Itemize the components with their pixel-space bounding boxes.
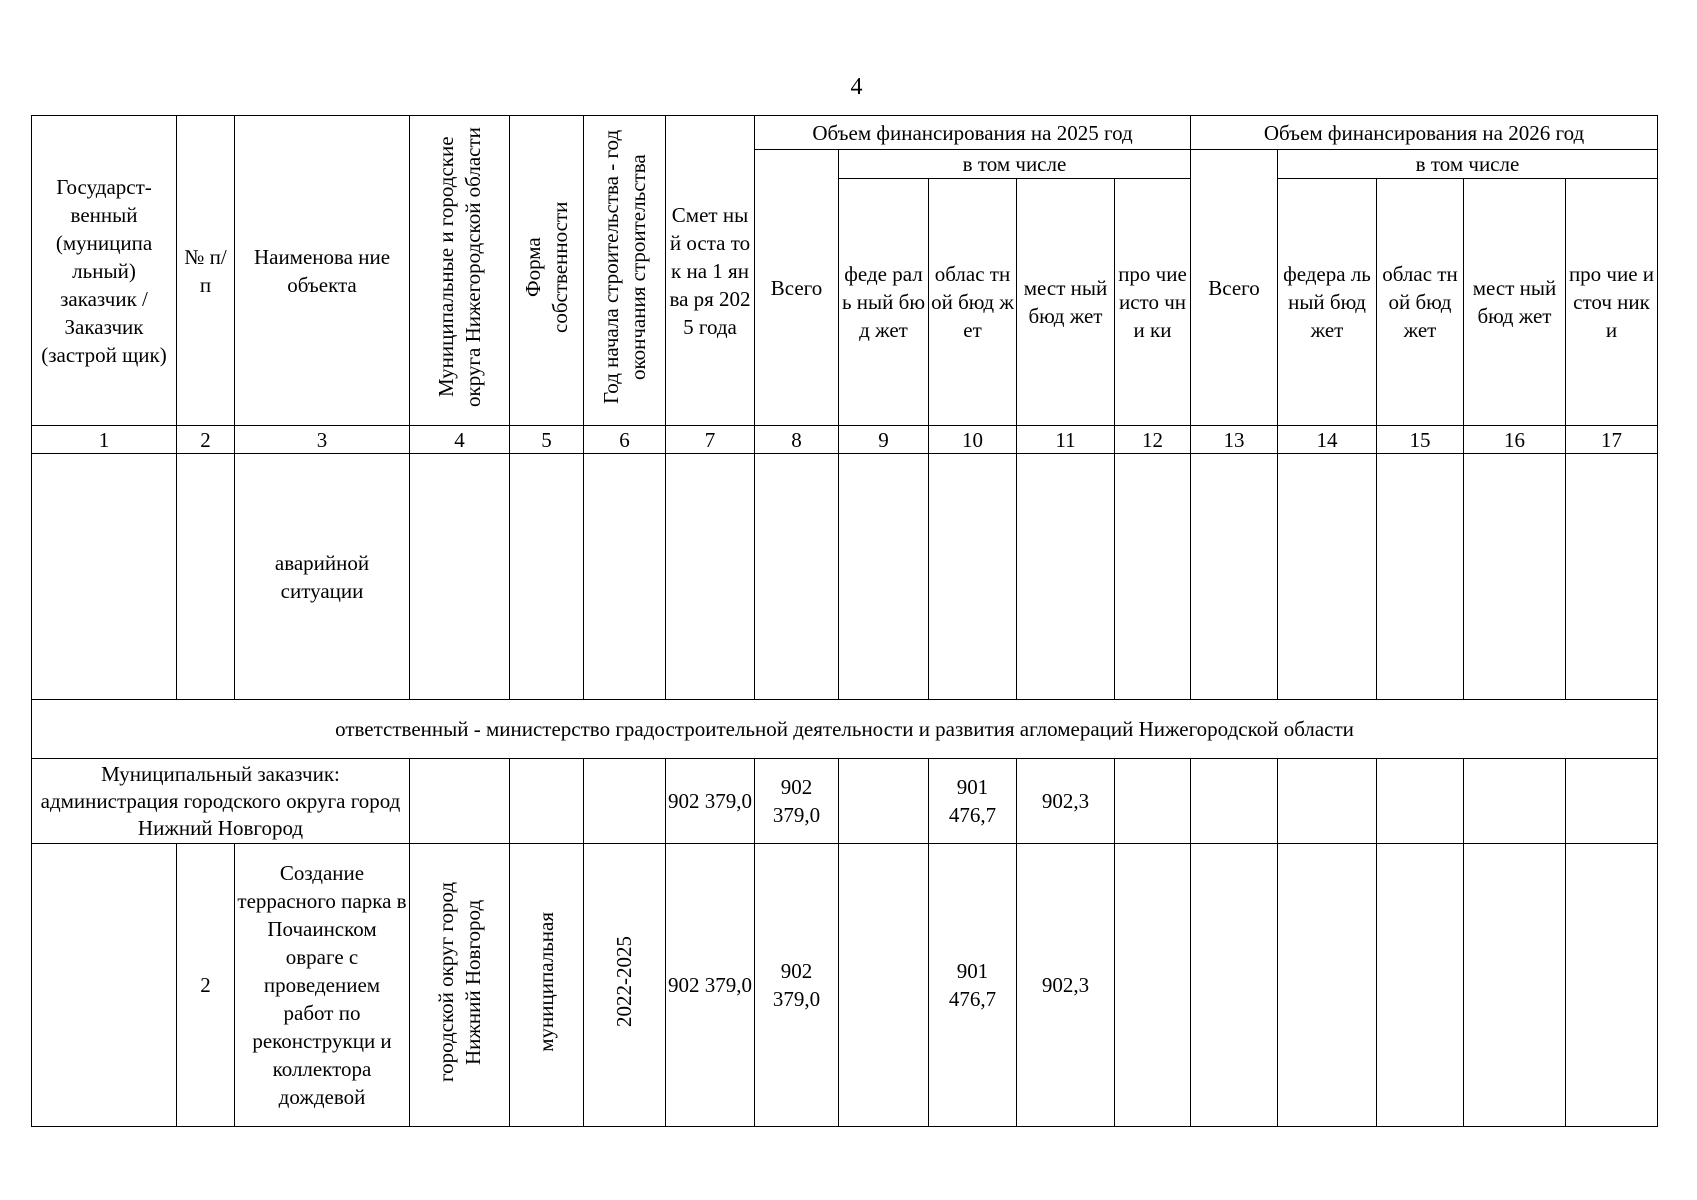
column-number: 10 <box>929 426 1017 454</box>
header-other-2026: про чие источ ники <box>1566 179 1658 426</box>
table-cell <box>410 759 510 844</box>
table-cell <box>1278 759 1377 844</box>
project-total-2025: 902 379,0 <box>755 844 839 1127</box>
project-regional-2025: 901 476,7 <box>929 844 1017 1127</box>
table-cell <box>1278 844 1377 1127</box>
header-estimate: Смет ный оста ток на 1 янва ря 2025 года <box>666 116 755 426</box>
table-cell <box>410 454 510 700</box>
project-municipal <box>410 844 510 1127</box>
header-total-2026: Всего <box>1191 150 1278 426</box>
header-municipal <box>410 116 510 426</box>
column-number: 8 <box>755 426 839 454</box>
header-local-2026: мест ный бюд жет <box>1464 179 1566 426</box>
column-number: 5 <box>510 426 584 454</box>
table-cell <box>510 759 584 844</box>
column-number: 2 <box>177 426 235 454</box>
page-number: 4 <box>850 74 863 100</box>
table-cell <box>1464 844 1566 1127</box>
table-cell <box>1115 759 1191 844</box>
customer-regional-2025: 901 476,7 <box>929 759 1017 844</box>
header-federal-2026: федера льный бюд жет <box>1278 179 1377 426</box>
table-cell <box>1464 454 1566 700</box>
header-fin-2025: Объем финансирования на 2025 год <box>755 116 1191 150</box>
header-ownership-text: Форма собственности <box>520 201 572 333</box>
column-number: 13 <box>1191 426 1278 454</box>
project-ownership <box>510 844 584 1127</box>
table-cell <box>1115 454 1191 700</box>
table-cell <box>32 454 177 700</box>
column-number: 3 <box>235 426 410 454</box>
project-estimate: 902 379,0 <box>666 844 755 1127</box>
header-municipal-text: Муниципальные и городские округа Нижегородской области <box>433 127 485 407</box>
project-local-2025: 902,3 <box>1017 844 1115 1127</box>
column-number: 1 <box>32 426 177 454</box>
table-cell <box>1191 844 1278 1127</box>
header-other-2025: про чие исто чни ки <box>1115 179 1191 426</box>
table-cell <box>755 454 839 700</box>
customer-total-2025: 902 379,0 <box>755 759 839 844</box>
header-total-2025: Всего <box>755 150 839 426</box>
header-ownership <box>510 116 584 426</box>
header-pp: № п/п <box>177 116 235 426</box>
column-number: 7 <box>666 426 755 454</box>
column-number: 15 <box>1377 426 1464 454</box>
header-local-2025: мест ный бюд жет <box>1017 179 1115 426</box>
table-cell <box>1017 454 1115 700</box>
continued-object-name: аварийной ситуации <box>235 454 410 700</box>
table-cell <box>1191 454 1278 700</box>
table-cell <box>1464 759 1566 844</box>
table-cell <box>1566 844 1658 1127</box>
column-number: 11 <box>1017 426 1115 454</box>
table-cell <box>839 759 929 844</box>
header-customer: Государст-венный (муниципа льный) заказчик / Заказчик (застрой щик) <box>32 116 177 426</box>
table-cell <box>510 454 584 700</box>
column-number: 12 <box>1115 426 1191 454</box>
header-including-2026: в том числе <box>1278 150 1658 179</box>
header-years <box>584 116 666 426</box>
project-object-name: Создание террасного парка в Почаинском овраге с проведением работ по реконструкци и коллектора дождевой <box>235 844 410 1127</box>
table-cell <box>666 454 755 700</box>
column-number: 17 <box>1566 426 1658 454</box>
table-cell <box>177 454 235 700</box>
column-number: 16 <box>1464 426 1566 454</box>
table-cell <box>1377 759 1464 844</box>
table-cell <box>1115 844 1191 1127</box>
project-ownership-text: муниципальная <box>534 911 558 1052</box>
header-fin-2026: Объем финансирования на 2026 год <box>1191 116 1658 150</box>
column-number: 6 <box>584 426 666 454</box>
table-cell <box>929 454 1017 700</box>
table-cell <box>1191 759 1278 844</box>
table-cell <box>839 844 929 1127</box>
column-number: 4 <box>410 426 510 454</box>
customer-local-2025: 902,3 <box>1017 759 1115 844</box>
table-cell <box>584 454 666 700</box>
table-cell <box>839 454 929 700</box>
table-cell <box>1278 454 1377 700</box>
header-object-name: Наименова ние объекта <box>235 116 410 426</box>
table-cell <box>1377 844 1464 1127</box>
column-number: 9 <box>839 426 929 454</box>
header-years-text: Год начала строительства - год окончания строительства <box>598 129 650 405</box>
project-years <box>584 844 666 1127</box>
column-number: 14 <box>1278 426 1377 454</box>
table-cell <box>1377 454 1464 700</box>
project-years-text: 2022-2025 <box>612 936 636 1027</box>
table-cell <box>584 759 666 844</box>
header-federal-2025: феде раль ный бюд жет <box>839 179 929 426</box>
project-pp: 2 <box>177 844 235 1127</box>
table-cell <box>32 844 177 1127</box>
customer-name: Муниципальный заказчик: администрация городского округа город Нижний Новгород <box>32 759 410 844</box>
project-municipal-text: городской округ город Нижний Новгород <box>433 881 485 1082</box>
responsible-row: ответственный - министерство градостроительной деятельности и развития агломераций Нижегородской области <box>32 700 1658 759</box>
table-cell <box>1566 454 1658 700</box>
investment-table <box>31 115 1658 1127</box>
table-cell <box>1566 759 1658 844</box>
header-regional-2026: облас тной бюд жет <box>1377 179 1464 426</box>
header-including-2025: в том числе <box>839 150 1191 179</box>
header-regional-2025: облас тной бюд жет <box>929 179 1017 426</box>
customer-estimate: 902 379,0 <box>666 759 755 844</box>
